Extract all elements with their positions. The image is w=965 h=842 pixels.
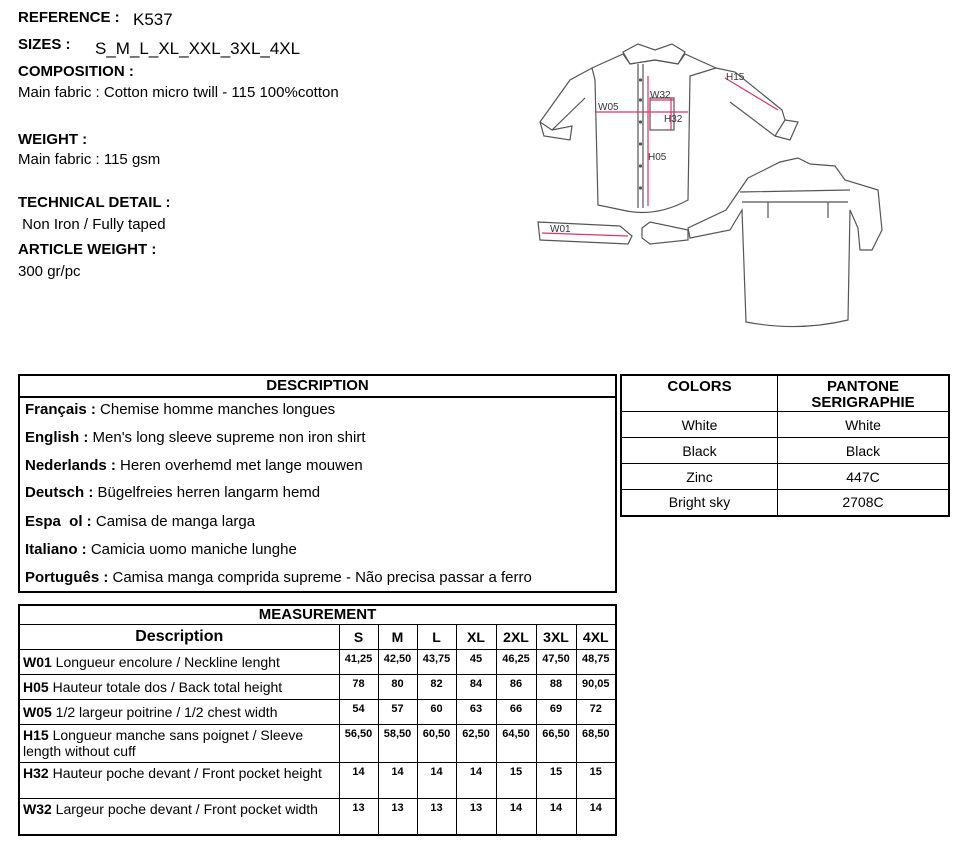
measurement-value: 14 <box>456 763 496 799</box>
measurement-value: 86 <box>496 675 536 700</box>
measurement-value: 88 <box>536 675 576 700</box>
pantone-header: PANTONE SERIGRAPHIE <box>778 375 950 412</box>
color-name: White <box>621 412 778 438</box>
measurement-value: 15 <box>536 763 576 799</box>
article-weight-label: ARTICLE WEIGHT : <box>18 241 157 258</box>
measurement-value: 60,50 <box>417 725 456 763</box>
sizes-value: S_M_L_XL_XXL_3XL_4XL <box>95 39 301 58</box>
front-buttons <box>639 78 642 189</box>
measurement-title: MEASUREMENT <box>19 605 616 625</box>
measurement-value: 54 <box>339 700 378 725</box>
measurement-value: 64,50 <box>496 725 536 763</box>
weight-value: Main fabric : 115 gsm <box>18 151 161 168</box>
measurement-value: 63 <box>456 700 496 725</box>
article-weight-value: 300 gr/pc <box>18 263 81 280</box>
table-row: H32 Hauteur poche devant / Front pocket height 14 14 14 14 15 15 15 <box>19 763 616 799</box>
measurement-value: 45 <box>456 650 496 675</box>
measurement-value: 82 <box>417 675 456 700</box>
size-header: XL <box>456 625 496 650</box>
shirt-technical-drawing <box>530 40 900 330</box>
measurement-value: 14 <box>576 799 616 835</box>
description-title: DESCRIPTION <box>20 376 615 398</box>
measurement-value: 47,50 <box>536 650 576 675</box>
size-header: L <box>417 625 456 650</box>
color-name: Black <box>621 438 778 464</box>
measurement-value: 60 <box>417 700 456 725</box>
back-shirt-outline <box>642 158 882 327</box>
table-row: H05 Hauteur totale dos / Back total height 78 80 82 84 86 88 90,05 <box>19 675 616 700</box>
measurement-value: 13 <box>339 799 378 835</box>
composition-label: COMPOSITION : <box>18 63 134 80</box>
measurement-value: 80 <box>378 675 417 700</box>
measurement-value: 62,50 <box>456 725 496 763</box>
description-row-en: English : Men's long sleeve supreme non iron shirt <box>25 429 366 446</box>
label-w05: W05 <box>598 102 619 113</box>
table-row: H15 Longueur manche sans poignet / Sleeve length without cuff 56,50 58,50 60,50 62,50 64,50 66,50 68,50 <box>19 725 616 763</box>
measurement-value: 84 <box>456 675 496 700</box>
description-table <box>18 374 617 593</box>
size-header: S <box>339 625 378 650</box>
reference-label: REFERENCE : <box>18 9 120 26</box>
description-row-es: Espa ol : Camisa de manga larga <box>25 513 256 530</box>
measurement-value: 14 <box>496 799 536 835</box>
measurement-value: 13 <box>417 799 456 835</box>
label-h32: H32 <box>664 114 683 125</box>
pantone-value: White <box>778 412 950 438</box>
color-row <box>621 412 949 438</box>
colors-header: COLORS <box>621 375 778 412</box>
label-w32: W32 <box>650 90 671 101</box>
color-row <box>621 490 949 516</box>
color-name: Zinc <box>621 464 778 490</box>
size-header: 2XL <box>496 625 536 650</box>
description-row-pt: Português : Camisa manga comprida supreme - Não precisa passar a ferro <box>25 569 532 586</box>
technical-detail-label: TECHNICAL DETAIL : <box>18 194 171 211</box>
measurement-value: 15 <box>496 763 536 799</box>
reference-value: K537 <box>133 10 173 29</box>
measurement-value: 14 <box>339 763 378 799</box>
measurement-desc-header: Description <box>19 625 339 650</box>
description-row-de: Deutsch : Bügelfreies herren langarm hemd <box>25 484 321 501</box>
color-row <box>621 464 949 490</box>
measurement-value: 56,50 <box>339 725 378 763</box>
measurement-value: 13 <box>378 799 417 835</box>
measurement-value: 66,50 <box>536 725 576 763</box>
description-row-fr: Français : Chemise homme manches longues <box>25 401 336 418</box>
description-row-nl: Nederlands : Heren overhemd met lange mouwen <box>25 457 363 474</box>
colors-table <box>620 374 950 517</box>
size-header: M <box>378 625 417 650</box>
description-row-it: Italiano : Camicia uomo maniche lunghe <box>25 541 297 558</box>
size-header: 3XL <box>536 625 576 650</box>
measurement-table <box>18 604 617 836</box>
measurement-value: 14 <box>378 763 417 799</box>
table-row: W32 Largeur poche devant / Front pocket width 13 13 13 13 14 14 14 <box>19 799 616 835</box>
pantone-value: 2708C <box>778 490 950 516</box>
measurement-value: 15 <box>576 763 616 799</box>
measurement-value: 14 <box>536 799 576 835</box>
measurement-value: 42,50 <box>378 650 417 675</box>
measurement-value: 66 <box>496 700 536 725</box>
measurement-value: 68,50 <box>576 725 616 763</box>
sizes-label: SIZES : <box>18 36 71 53</box>
table-row: W05 1/2 largeur poitrine / 1/2 chest width 54 57 60 63 66 69 72 <box>19 700 616 725</box>
pantone-value: 447C <box>778 464 950 490</box>
label-w01: W01 <box>550 224 571 235</box>
label-h05: H05 <box>648 152 667 163</box>
measurement-value: 78 <box>339 675 378 700</box>
color-row <box>621 438 949 464</box>
composition-value: Main fabric : Cotton micro twill - 115 100%cotton <box>18 84 339 101</box>
technical-detail-value: Non Iron / Fully taped <box>18 216 166 233</box>
measurement-value: 57 <box>378 700 417 725</box>
label-h15: H15 <box>726 72 745 83</box>
weight-label: WEIGHT : <box>18 131 88 148</box>
measurement-value: 72 <box>576 700 616 725</box>
color-name: Bright sky <box>621 490 778 516</box>
measurement-value: 41,25 <box>339 650 378 675</box>
measurement-value: 69 <box>536 700 576 725</box>
front-shirt-outline <box>540 44 798 212</box>
size-header: 4XL <box>576 625 616 650</box>
measurement-value: 58,50 <box>378 725 417 763</box>
measurement-value: 43,75 <box>417 650 456 675</box>
table-row: W01 Longueur encolure / Neckline lenght 41,25 42,50 43,75 45 46,25 47,50 48,75 <box>19 650 616 675</box>
measurement-value: 46,25 <box>496 650 536 675</box>
pantone-value: Black <box>778 438 950 464</box>
measurement-value: 48,75 <box>576 650 616 675</box>
measurement-value: 14 <box>417 763 456 799</box>
measurement-value: 90,05 <box>576 675 616 700</box>
measurement-value: 13 <box>456 799 496 835</box>
